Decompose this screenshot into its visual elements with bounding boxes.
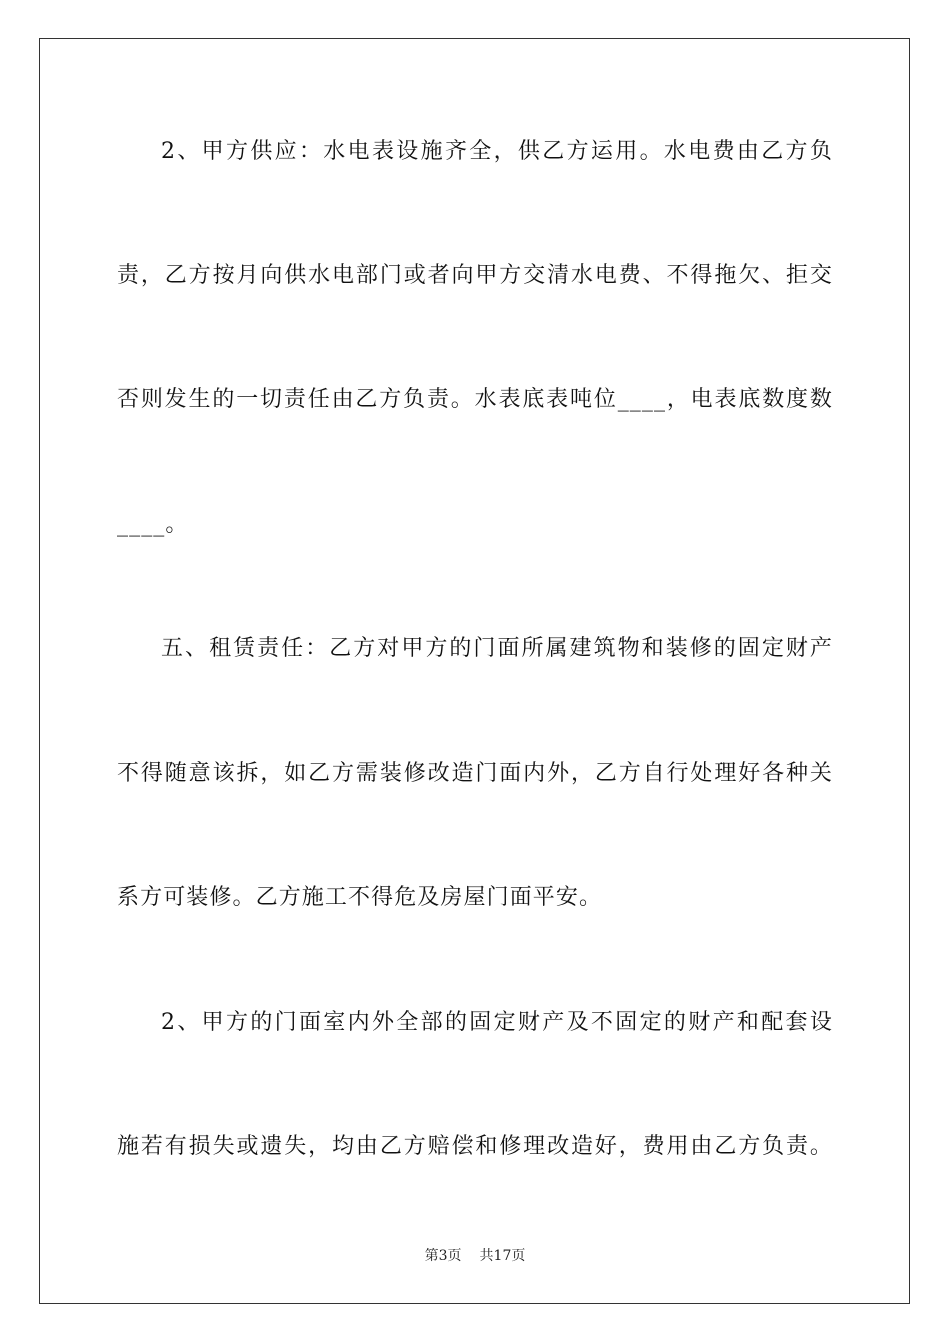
paragraph-line: 2、甲方供应：水电表设施齐全，供乙方运用。水电费由乙方负 [161,139,833,164]
page-footer [0,1246,950,1266]
page-frame [39,38,910,1304]
total-page-count: 共17页 [479,1248,526,1264]
paragraph-line: 施若有损失或遗失，均由乙方赔偿和修理改造好，费用由乙方负责。 [117,1134,833,1159]
paragraph-line: 否则发生的一切责任由乙方负责。水表底表吨位____，电表底数度数 [117,387,833,412]
paragraph-line: 系方可装修。乙方施工不得危及房屋门面平安。 [117,885,603,910]
paragraph-line: 责，乙方按月向供水电部门或者向甲方交清水电费、不得拖欠、拒交 [117,263,833,288]
paragraph-line: 2、甲方的门面室内外全部的固定财产及不固定的财产和配套设 [161,1010,833,1035]
paragraph-line: 五、租赁责任：乙方对甲方的门面所属建筑物和装修的固定财产 [161,636,833,661]
paragraph-line: 不得随意该拆，如乙方需装修改造门面内外，乙方自行处理好各种关 [117,761,833,786]
paragraph-line: ____。 [117,512,189,537]
current-page-number: 第3页 [424,1248,462,1264]
